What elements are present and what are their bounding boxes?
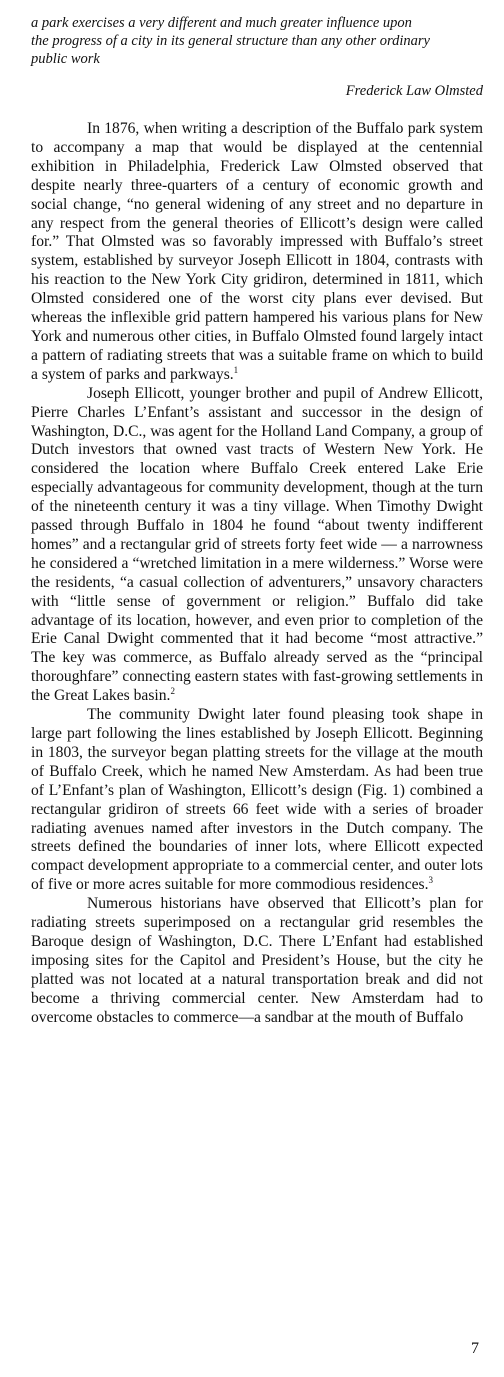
footnote-marker[interactable]: 1	[233, 364, 239, 375]
body-paragraph	[31, 895, 483, 1027]
footnote-marker[interactable]: 3	[428, 875, 434, 886]
footnote-marker[interactable]: 2	[170, 686, 175, 696]
document-page	[31, 14, 483, 1028]
page-number: 7	[471, 1340, 479, 1357]
epigraph-attribution: Frederick Law Olmsted	[345, 83, 483, 99]
paragraph-text: In 1876, when writing a description of the Buffalo park system to accompany a map that would be displayed at the centennial exhibition in Philadelphia, Frederick Law Olmsted observed that despite nearly three-quarters of a century of economic growth and social change, “no general widening of any street and no departure in any respect from the general theories of Ellicott’s design were called for.” That Olmsted was so favorably impressed with Buffalo’s street system, established by surveyor Joseph Ellicott in 1804, contrasts with his reaction to the New York City gridiron, determined in 1811, which Olmsted considered one of the worst city plans ever devised. But whereas the inflexible grid pattern hampered his various plans for New York and numerous other cities, in Buffalo Olmsted found largely intact a pattern of radiating streets that was a suitable frame on which to build a system of parks and parkways.	[31, 120, 483, 383]
body-paragraph	[31, 120, 483, 385]
body-paragraph	[31, 706, 483, 895]
paragraph-text: Numerous historians have observed that Ellicott’s plan for radiating streets superimposed on a rectangular grid resembles the Baroque design of Washington, D.C. There L’Enfant had established imposing sites for the Capitol and President’s House, but the city he platted was not located at a natural transportation break and did not become a thriving commercial center. New Amsterdam had to overcome obstacles to commerce—a sandbar at the mouth of Buffalo	[31, 895, 483, 1026]
body-paragraph	[31, 385, 483, 706]
paragraph-text: The community Dwight later found pleasing took shape in large part following the lines established by Joseph Ellicott. Beginning in 1803, the surveyor began platting streets for the village at the mouth of Buffalo Creek, which he named New Amsterdam. As had been true of L’Enfant’s plan of Washington, Ellicott’s design (Fig. 1) combined a rectangular gridiron of streets 66 feet wide with a series of broader radiating avenues named after investors in the Dutch company. The streets defined the boundaries of inner lots, where Ellicott expected compact development appropriate to a commercial center, and outer lots of five or more acres suitable for more commodious residences.	[31, 706, 483, 894]
epigraph-quote: a park exercises a very different and much greater influence upon the progress of a city in its general structure than any other ordinary public work	[31, 15, 430, 67]
paragraph-text: Joseph Ellicott, younger brother and pupil of Andrew Ellicott, Pierre Charles L’Enfant’s assistant and successor in the design of Washington, D.C., was agent for the Holland Land Company, a group of Dutch investors that owned vast tracts of Western New York. He considered the location where Buffalo Creek entered Lake Erie especially advantageous for community development, though at the turn of the nineteenth century it was a tiny village. When Timothy Dwight passed through Buffalo in 1804 he found “about twenty indifferent homes” and a rectangular grid of streets forty feet wide — a narrowness he considered a “wretched limitation in a mere wilderness.” Worse were the residents, “a casual collection of adventurers,” unsavory characters with “little sense of government or religion.” Buffalo did take advantage of its location, however, and even prior to completion of the Erie Canal Dwight commented that it had become “most attractive.” The key was commerce, as Buffalo already served as the “principal thoroughfare” connecting eastern states with fast-growing settlements in the Great Lakes basin.	[31, 384, 483, 705]
